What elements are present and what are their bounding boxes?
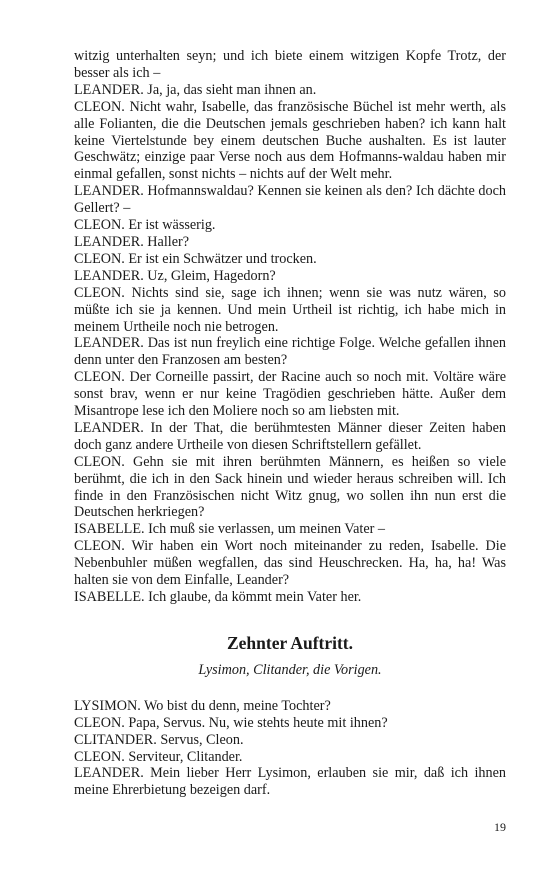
text-paragraph: CLEON. Wir haben ein Wort noch miteinander zu reden, Isabelle. Die Nebenbuhler müßen wegfallen, das sind Heuschrecken. Ha, ha, ha! Was halten sie von dem Einfalle, Leander?: [74, 538, 506, 589]
text-paragraph: LYSIMON. Wo bist du denn, meine Tochter?: [74, 697, 331, 714]
text-paragraph: CLITANDER. Servus, Cleon.: [74, 731, 244, 748]
page-text-block: [74, 48, 506, 799]
text-paragraph: CLEON. Gehn sie mit ihren berühmten Männern, es heißen so viele berühmt, die ich in den Sack hinein und wieder heraus schreiben will. Ich finde in den Französischen nicht Witz gnug, wo sollen ihn nun erst die Deutschen herkriegen?: [74, 453, 506, 521]
text-paragraph: LEANDER. Ja, ja, das sieht man ihnen an.: [74, 81, 317, 98]
text-paragraph: CLEON. Er ist ein Schwätzer und trocken.: [74, 250, 317, 267]
text-paragraph: ISABELLE. Ich glaube, da kömmt mein Vater her.: [74, 589, 362, 605]
text-paragraph: CLEON. Serviteur, Clitander.: [74, 748, 243, 765]
text-paragraph: CLEON. Nichts sind sie, sage ich ihnen; wenn sie was nutz wären, so müßte ich sie ja kennen. Und mein Urtheil ist richtig, ich habe mich in meinem Urtheile noch nie betrogen.: [74, 284, 506, 335]
text-paragraph: LEANDER. Hofmannswaldau? Kennen sie keinen als den? Ich dächte doch Gellert? –: [74, 183, 506, 217]
text-paragraph: LEANDER. Haller?: [74, 233, 190, 250]
scene-heading: Zehnter Auftritt.: [226, 632, 354, 653]
text-paragraph: CLEON. Der Corneille passirt, der Racine auch so noch mit. Voltäre wäre sonst brav, wenn er nur keine Tragödien geschrieben hätte. Außer dem Misantrope lese ich den Moliere noch so am liebsten mit.: [74, 369, 506, 420]
text-paragraph: CLEON. Papa, Servus. Nu, wie stehts heute mit ihnen?: [74, 714, 388, 731]
text-paragraph: CLEON. Nicht wahr, Isabelle, das französische Büchel ist mehr werth, als alle Folianten, die die Deutschen jemals geschrieben haben? ich kann halt keine Viertelstunde bey einem deutschen Buche aushalten. Es ist lauter Geschwätz; einzige paar Verse noch aus dem Hofmanns-waldau haben mir einmal gefallen, sonst nichts – nichts auf der Welt mehr.: [74, 98, 506, 183]
text-paragraph: witzig unterhalten seyn; und ich biete einem witzigen Kopfe Trotz, der besser als ich –: [74, 48, 506, 81]
text-paragraph: CLEON. Er ist wässerig.: [74, 217, 216, 234]
page-number: 19: [494, 820, 506, 834]
stage-direction: Lysimon, Clitander, die Vorigen.: [198, 661, 382, 678]
text-paragraph: LEANDER. Mein lieber Herr Lysimon, erlauben sie mir, daß ich ihnen meine Ehrerbietung bezeigen darf.: [74, 765, 506, 799]
text-paragraph: LEANDER. Das ist nun freylich eine richtige Folge. Welche gefallen ihnen denn unter den Franzosen am besten?: [74, 335, 506, 369]
text-paragraph: ISABELLE. Ich muß sie verlassen, um meinen Vater –: [74, 521, 386, 538]
text-paragraph: LEANDER. Uz, Gleim, Hagedorn?: [74, 267, 276, 284]
text-paragraph: LEANDER. In der That, die berühmtesten Männer dieser Zeiten haben doch ganz andere Urtheile von diesen Schriftstellern gefället.: [74, 419, 506, 453]
